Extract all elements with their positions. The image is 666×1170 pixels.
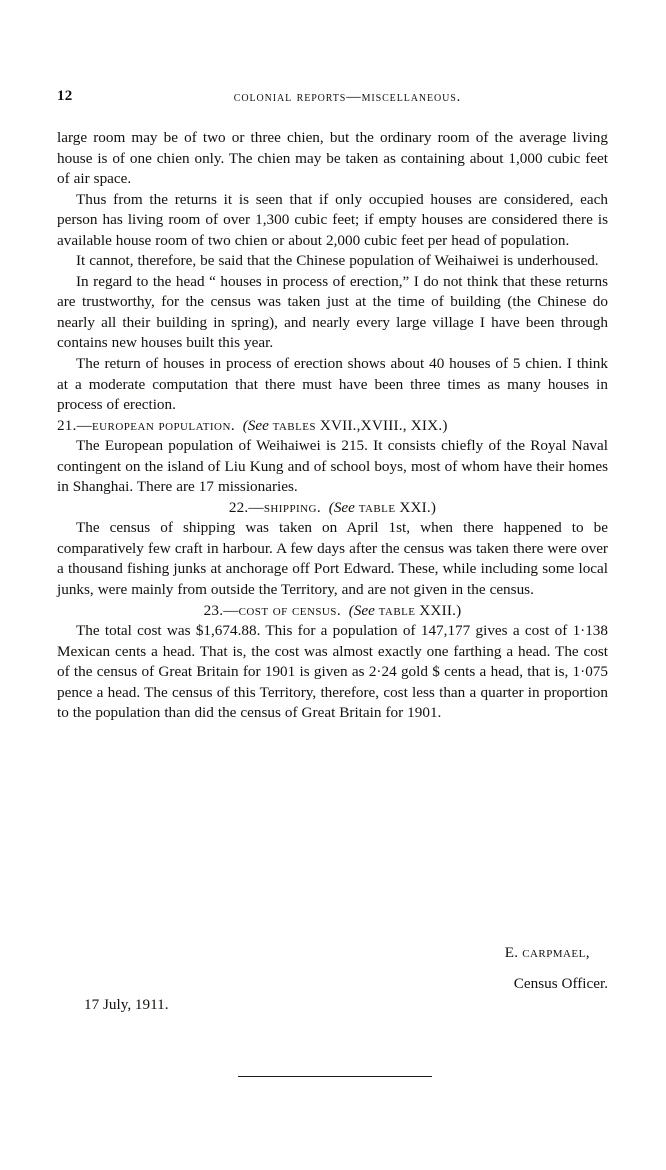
paragraph-cost-of-census: The total cost was $1,674.88. This for a population of 147,177 gives a cost of 1·138 Mexican cents a head. That is, the cost was almost exactly one farthing a head. The cost of the census of Great Britain for 1901 is given as 2·24 gold $ cents a head, that is, 1·075 pence a head. The census of this Territory, therefore, cost less than a quarter in proportion to the population than did the census of Great Britain for 1901. bbox=[57, 622, 608, 722]
section-21-see: (See bbox=[242, 416, 269, 434]
section-23-tables-label: table bbox=[378, 601, 416, 619]
signature-surname: carpmael, bbox=[522, 944, 590, 961]
section-21-tables-label: tables bbox=[272, 416, 317, 434]
section-21-number: 21.— bbox=[57, 416, 92, 434]
running-head bbox=[57, 88, 608, 108]
section-21-title: european population. bbox=[91, 416, 236, 434]
section-23-number: 23.— bbox=[203, 601, 239, 619]
page-number: 12 bbox=[57, 88, 73, 104]
section-22-tables-numerals: XXI.) bbox=[399, 498, 437, 516]
signature-name bbox=[0, 944, 608, 962]
text-column bbox=[57, 128, 608, 724]
paragraph-continuation: large room may be of two or three chien, but the ordinary room of the average living house is of one chien only. The chien may be taken as containing about 1,000 cubic feet of air space. bbox=[57, 129, 608, 188]
section-23-tables-numerals: XXII.) bbox=[419, 601, 462, 619]
section-22-number: 22.— bbox=[228, 498, 264, 516]
section-heading-21 bbox=[57, 416, 608, 437]
paragraph-houses-in-erection: In regard to the head “ houses in process of erection,” I do not think that these returns are trustworthy, for the census was taken just at the time of building (the Chinese do nearly all their building in spring), and nearly every large village I have been through contains new houses built this year. bbox=[57, 272, 608, 352]
paragraph-underhoused: It cannot, therefore, be said that the Chinese population of Weihaiwei is underhoused. bbox=[76, 252, 599, 270]
signature-role: Census Officer. bbox=[513, 975, 608, 992]
signature-date: 17 July, 1911. bbox=[84, 996, 169, 1013]
running-head-title: colonial reports—miscellaneous. bbox=[233, 89, 462, 105]
section-heading-22 bbox=[57, 498, 608, 519]
section-22-see: (See bbox=[328, 498, 355, 516]
paragraph-occupied-houses: Thus from the returns it is seen that if only occupied houses are considered, each person has living room of over 1,300 cubic feet; if empty houses are considered there is available house room of two chien or about 2,000 cubic feet per head of population. bbox=[57, 190, 608, 249]
paragraph-return-of-houses: The return of houses in process of erection shows about 40 houses of 5 chien. I think at a moderate computation that there must have been three times as many houses in process of erection. bbox=[57, 355, 608, 414]
paragraph-european-population: The European population of Weihaiwei is 215. It consists chiefly of the Royal Naval contingent on the island of Liu Kung and of school boys, most of whom have their homes in Shanghai. There are 17 missionaries. bbox=[57, 437, 608, 496]
paragraph-shipping: The census of shipping was taken on April 1st, when there happened to be comparatively few craft in harbour. A few days after the census was taken there were over a thousand fishing junks at anchorage off Port Edward. These, while including some local junks, were mainly from outside the Territory, and are not given in the census. bbox=[57, 519, 608, 599]
section-22-tables-label: table bbox=[358, 498, 396, 516]
section-23-see: (See bbox=[348, 601, 375, 619]
section-21-tables-numerals: XVII.,XVIII., XIX.) bbox=[319, 416, 448, 434]
section-heading-23 bbox=[57, 601, 608, 622]
signature-initial: E. bbox=[504, 944, 523, 961]
section-23-title: cost of census. bbox=[238, 601, 342, 619]
section-22-title: shipping. bbox=[263, 498, 322, 516]
bottom-rule bbox=[238, 1076, 432, 1077]
